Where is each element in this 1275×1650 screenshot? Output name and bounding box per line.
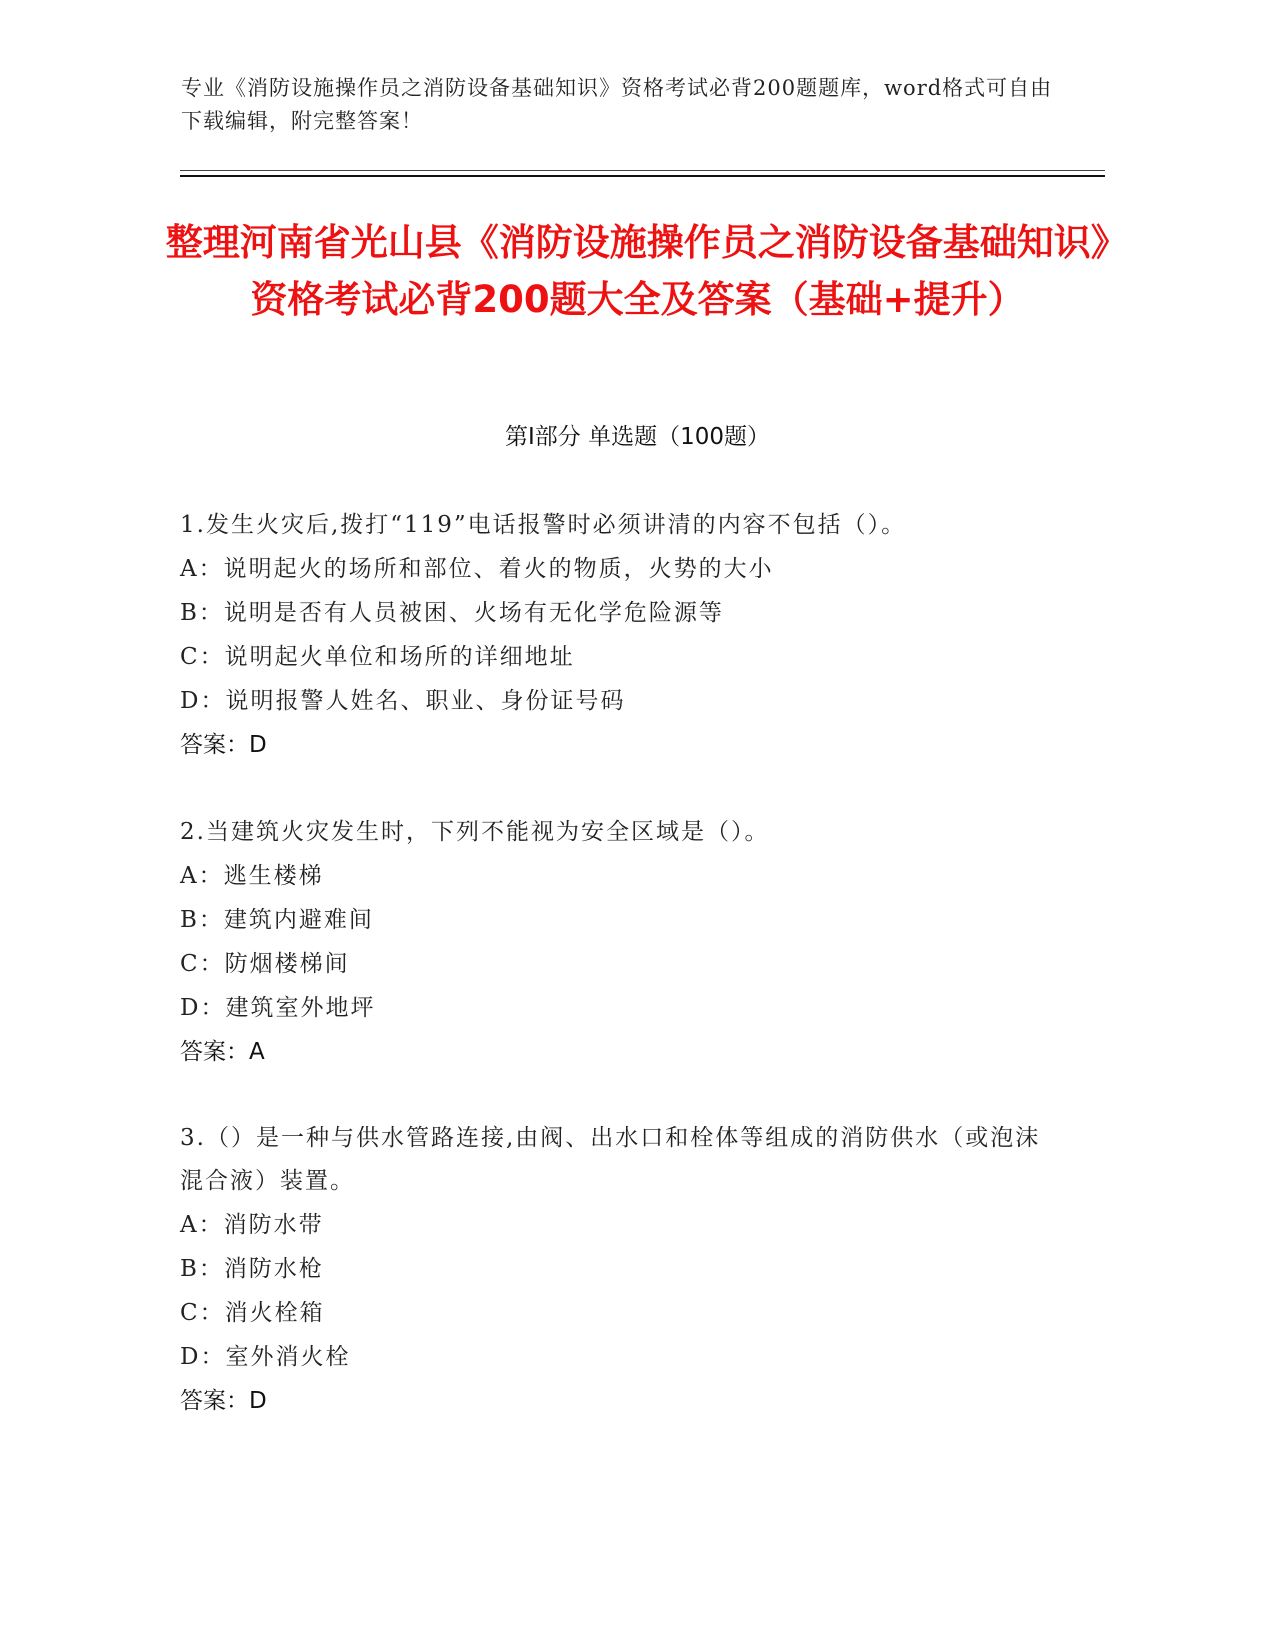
- answer: 答案：D: [180, 1388, 267, 1414]
- question-3: [180, 1117, 1060, 1423]
- option-d: D：说明报警人姓名、职业、身份证号码: [180, 688, 626, 714]
- header-divider-thin: [180, 170, 1105, 171]
- option-a: A：逃生楼梯: [180, 863, 324, 889]
- question-stem: 3.（）是一种与供水管路连接,由阀、出水口和栓体等组成的消防供水（或泡沫混合液）装置。: [180, 1125, 1041, 1194]
- answer: 答案：A: [180, 1039, 265, 1065]
- header-divider-thick: [180, 175, 1105, 177]
- question-stem: 2.当建筑火灾发生时，下列不能视为安全区域是（）。: [180, 819, 770, 845]
- option-c: C：说明起火单位和场所的详细地址: [180, 644, 575, 670]
- option-a: A：消防水带: [180, 1212, 324, 1238]
- option-d: D：室外消火栓: [180, 1344, 351, 1370]
- question-2: [180, 810, 1060, 1074]
- option-a: A：说明起火的场所和部位、着火的物质，火势的大小: [180, 556, 774, 582]
- option-c: C：防烟楼梯间: [180, 951, 350, 977]
- option-b: B：建筑内避难间: [180, 907, 374, 933]
- section-title: 第I部分 单选题（100题）: [505, 424, 770, 450]
- question-1: [180, 503, 1060, 767]
- option-d: D：建筑室外地坪: [180, 995, 376, 1021]
- document-title: 整理河南省光山县《消防设施操作员之消防设备基础知识》资格考试必背200题大全及答案（基础+提升）: [165, 221, 1110, 321]
- option-b: B：消防水枪: [180, 1256, 324, 1282]
- option-c: C：消火栓箱: [180, 1300, 325, 1326]
- question-list: [180, 503, 1060, 1466]
- answer: 答案：D: [180, 732, 267, 758]
- option-b: B：说明是否有人员被困、火场有无化学危险源等: [180, 600, 724, 626]
- header-note: 专业《消防设施操作员之消防设备基础知识》资格考试必背200题题库，word格式可自由下载编辑，附完整答案！: [181, 76, 1053, 133]
- question-stem: 1.发生火灾后,拨打“119”电话报警时必须讲清的内容不包括（）。: [180, 512, 907, 538]
